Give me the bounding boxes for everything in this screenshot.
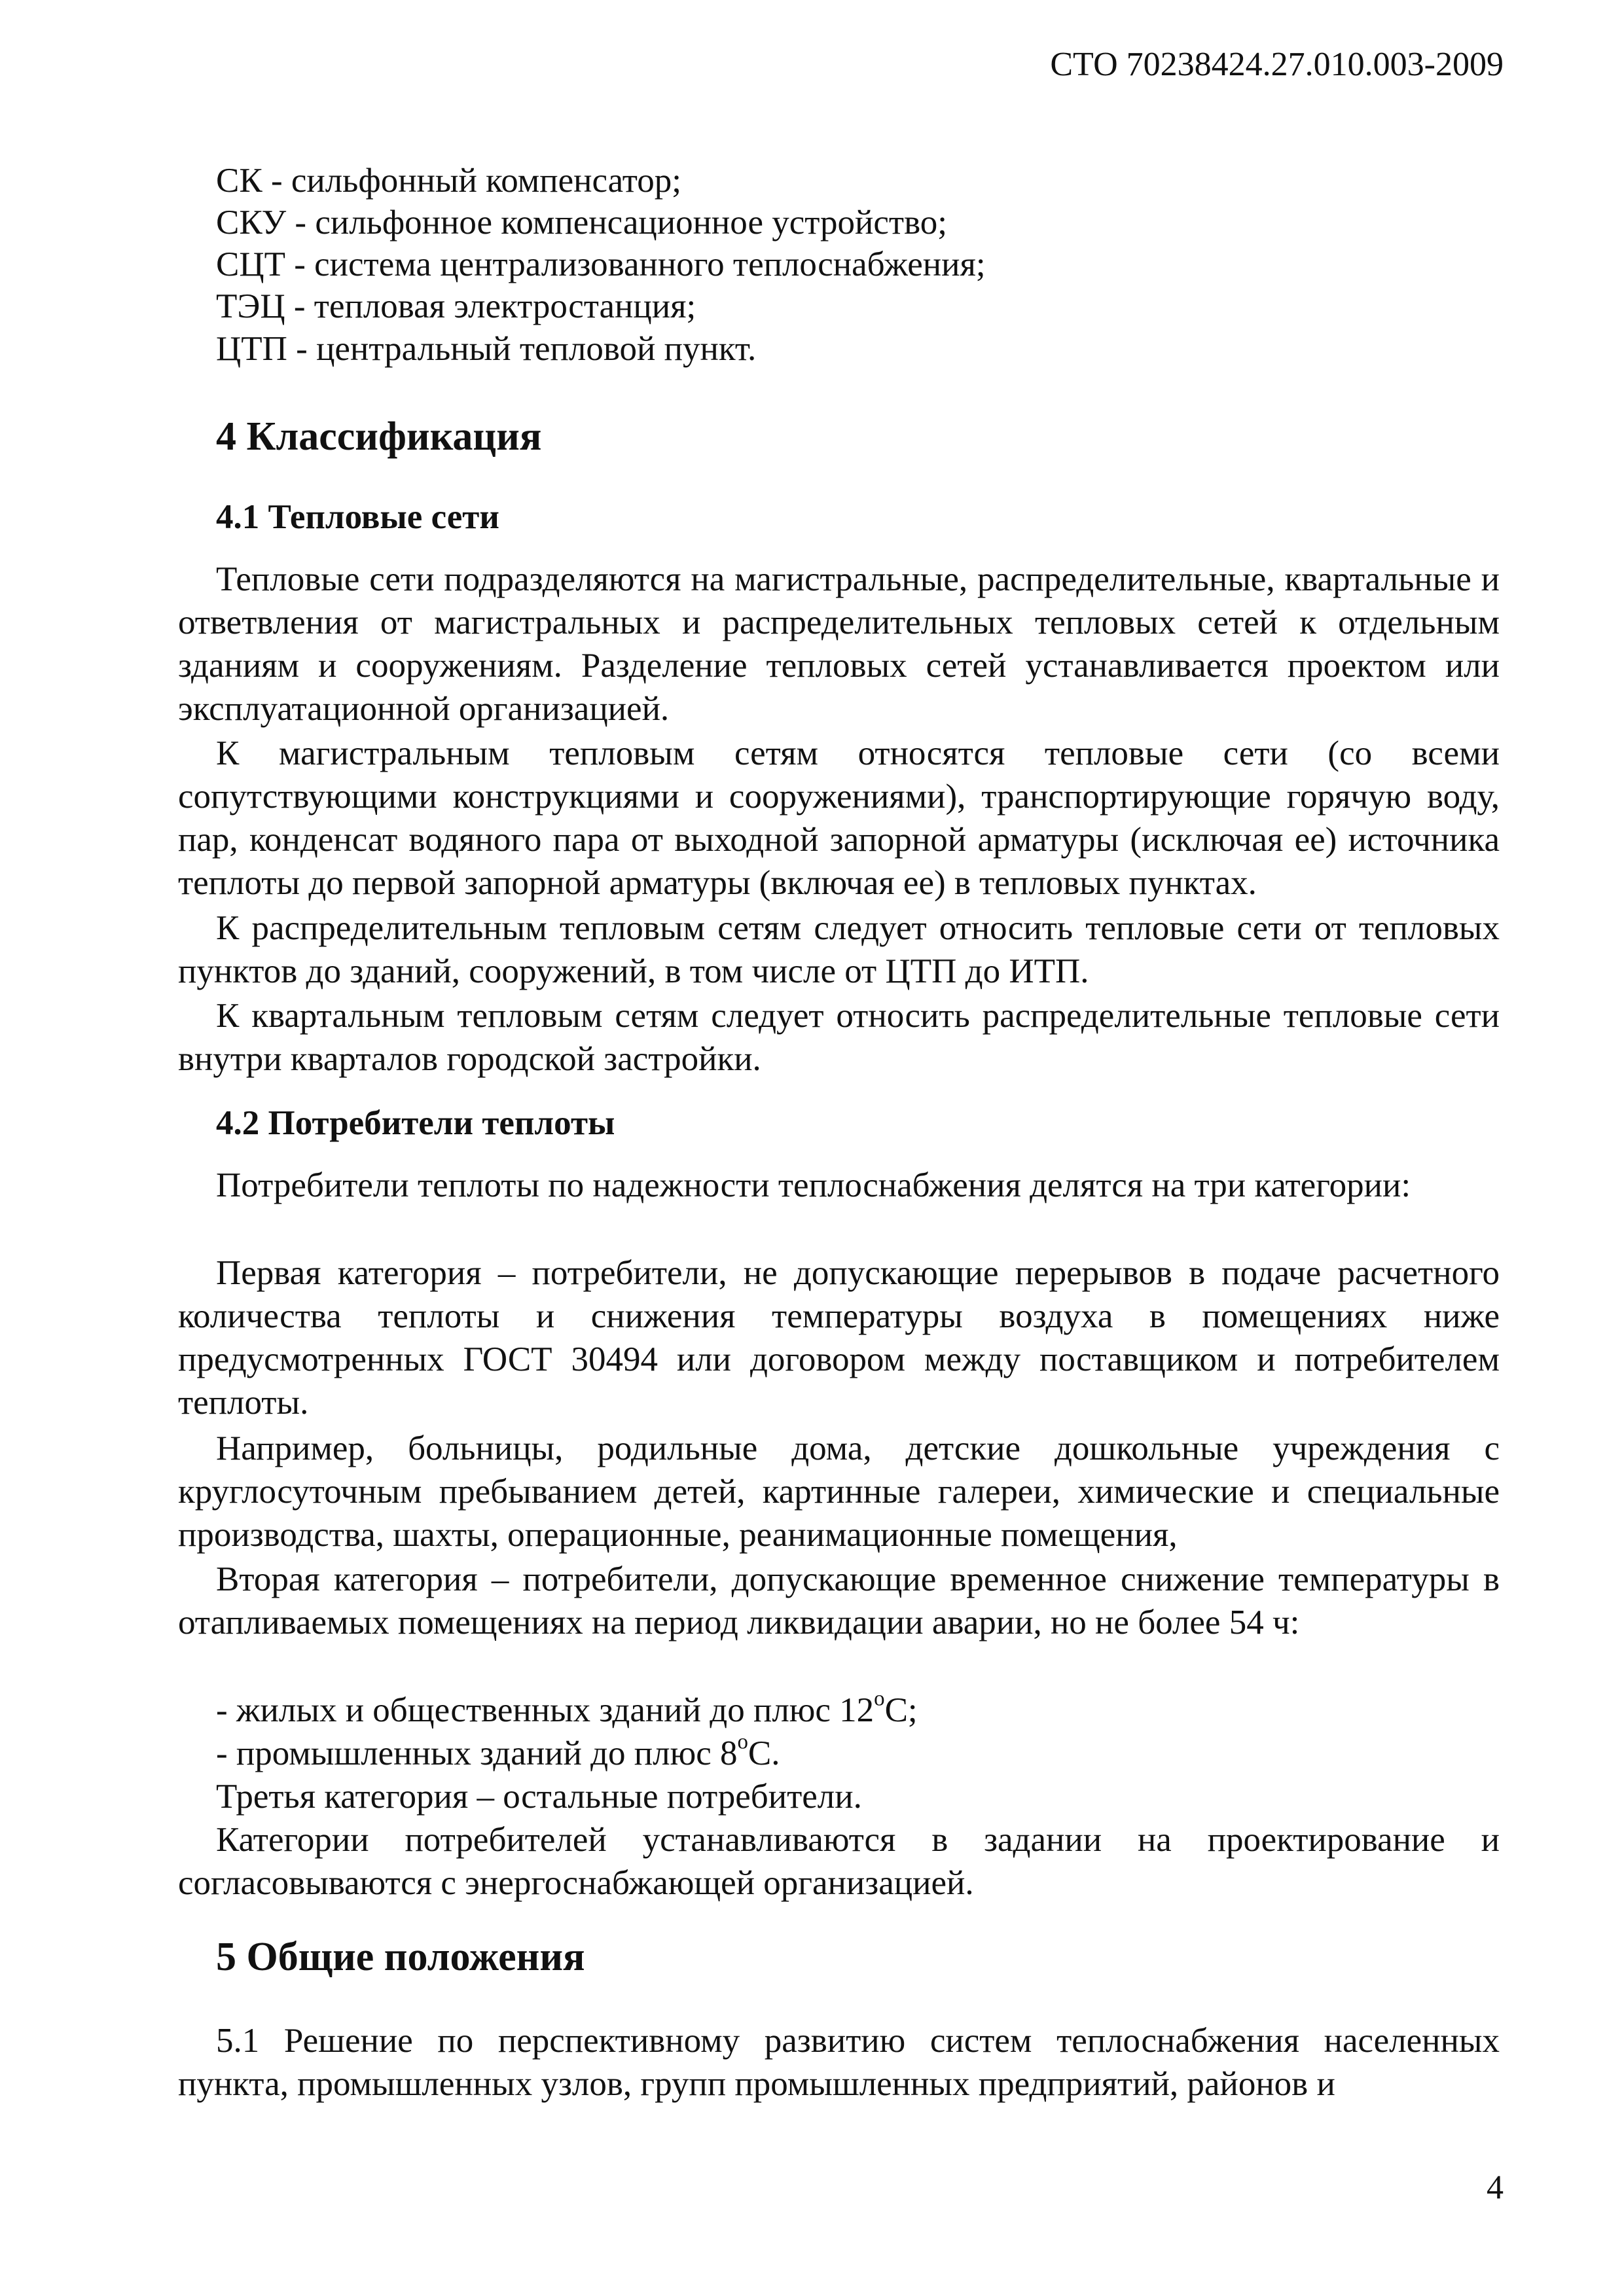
list-item-text: - жилых и общественных зданий до плюс 12 xyxy=(216,1691,875,1729)
page-number: 4 xyxy=(1487,2169,1504,2206)
section-4-heading: 4 Классификация xyxy=(216,414,542,459)
list-item-text: - промышленных зданий до плюс 8 xyxy=(216,1734,738,1772)
abbreviation-item: СЦТ - система централизованного теплоснабжения; xyxy=(216,245,986,283)
paragraph: К распределительным тепловым сетям следует относить тепловые сети от тепловых пунктов до зданий, сооружений, в том числе от ЦТП до ИТП. xyxy=(178,909,1500,990)
paragraph: Категории потребителей устанавливаются в задании на проектирование и согласовываются с энергоснабжающей организацией. xyxy=(178,1821,1500,1902)
paragraph: 5.1 Решение по перспективному развитию систем теплоснабжения населенных пункта, промышленных узлов, групп промышленных предприятий, районов и xyxy=(178,2022,1500,2103)
list-item xyxy=(216,1689,918,1732)
paragraph: К квартальным тепловым сетям следует относить распределительные тепловые сети внутри кварталов городской застройки. xyxy=(178,997,1500,1078)
paragraph: Третья категория – остальные потребители. xyxy=(216,1778,862,1816)
list-item xyxy=(216,1732,780,1775)
subsection-4-2-heading: 4.2 Потребители теплоты xyxy=(216,1104,615,1142)
paragraph: Тепловые сети подразделяются на магистральные, распределительные, квартальные и ответвления от магистральных и распределительных тепловых сетей к отдельным зданиям и сооружениям. Разделение тепловых сетей устанавливается проектом или эксплуатационной организацией. xyxy=(178,560,1500,728)
degree-sign: о xyxy=(874,1687,885,1711)
unit-text: С. xyxy=(748,1734,780,1772)
abbreviation-item: ТЭЦ - тепловая электростанция; xyxy=(216,287,696,325)
paragraph: Например, больницы, родильные дома, детские дошкольные учреждения с круглосуточным пребыванием детей, картинные галереи, химические и специальные производства, шахты, операционные, реанимационные помещения, xyxy=(178,1429,1500,1554)
section-5-heading: 5 Общие положения xyxy=(216,1935,585,1979)
paragraph: Первая категория – потребители, не допускающие перерывов в подаче расчетного количества теплоты и снижения температуры воздуха в помещениях ниже предусмотренных ГОСТ 30494 или договором между поставщиком и потребителем теплоты. xyxy=(178,1254,1500,1422)
paragraph: К магистральным тепловым сетям относятся тепловые сети (со всеми сопутствующими конструкциями и сооружениями), транспортирующие горячую воду, пар, конденсат водяного пара от выходной запорной арматуры (исключая ее) источника теплоты до первой запорной арматуры (включая ее) в тепловых пунктах. xyxy=(178,734,1500,902)
paragraph: Вторая категория – потребители, допускающие временное снижение температуры в отапливаемых помещениях на период ликвидации аварии, но не более 54 ч: xyxy=(178,1560,1500,1641)
paragraph: Потребители теплоты по надежности теплоснабжения делятся на три категории: xyxy=(216,1166,1411,1204)
subsection-4-1-heading: 4.1 Тепловые сети xyxy=(216,498,499,536)
degree-sign: о xyxy=(737,1730,748,1754)
abbreviation-item: СК - сильфонный компенсатор; xyxy=(216,162,681,200)
unit-text: С; xyxy=(884,1691,918,1729)
abbreviation-item: ЦТП - центральный тепловой пункт. xyxy=(216,330,757,368)
document-code: СТО 70238424.27.010.003-2009 xyxy=(1050,46,1504,83)
abbreviation-item: СКУ - сильфонное компенсационное устройство; xyxy=(216,204,947,242)
